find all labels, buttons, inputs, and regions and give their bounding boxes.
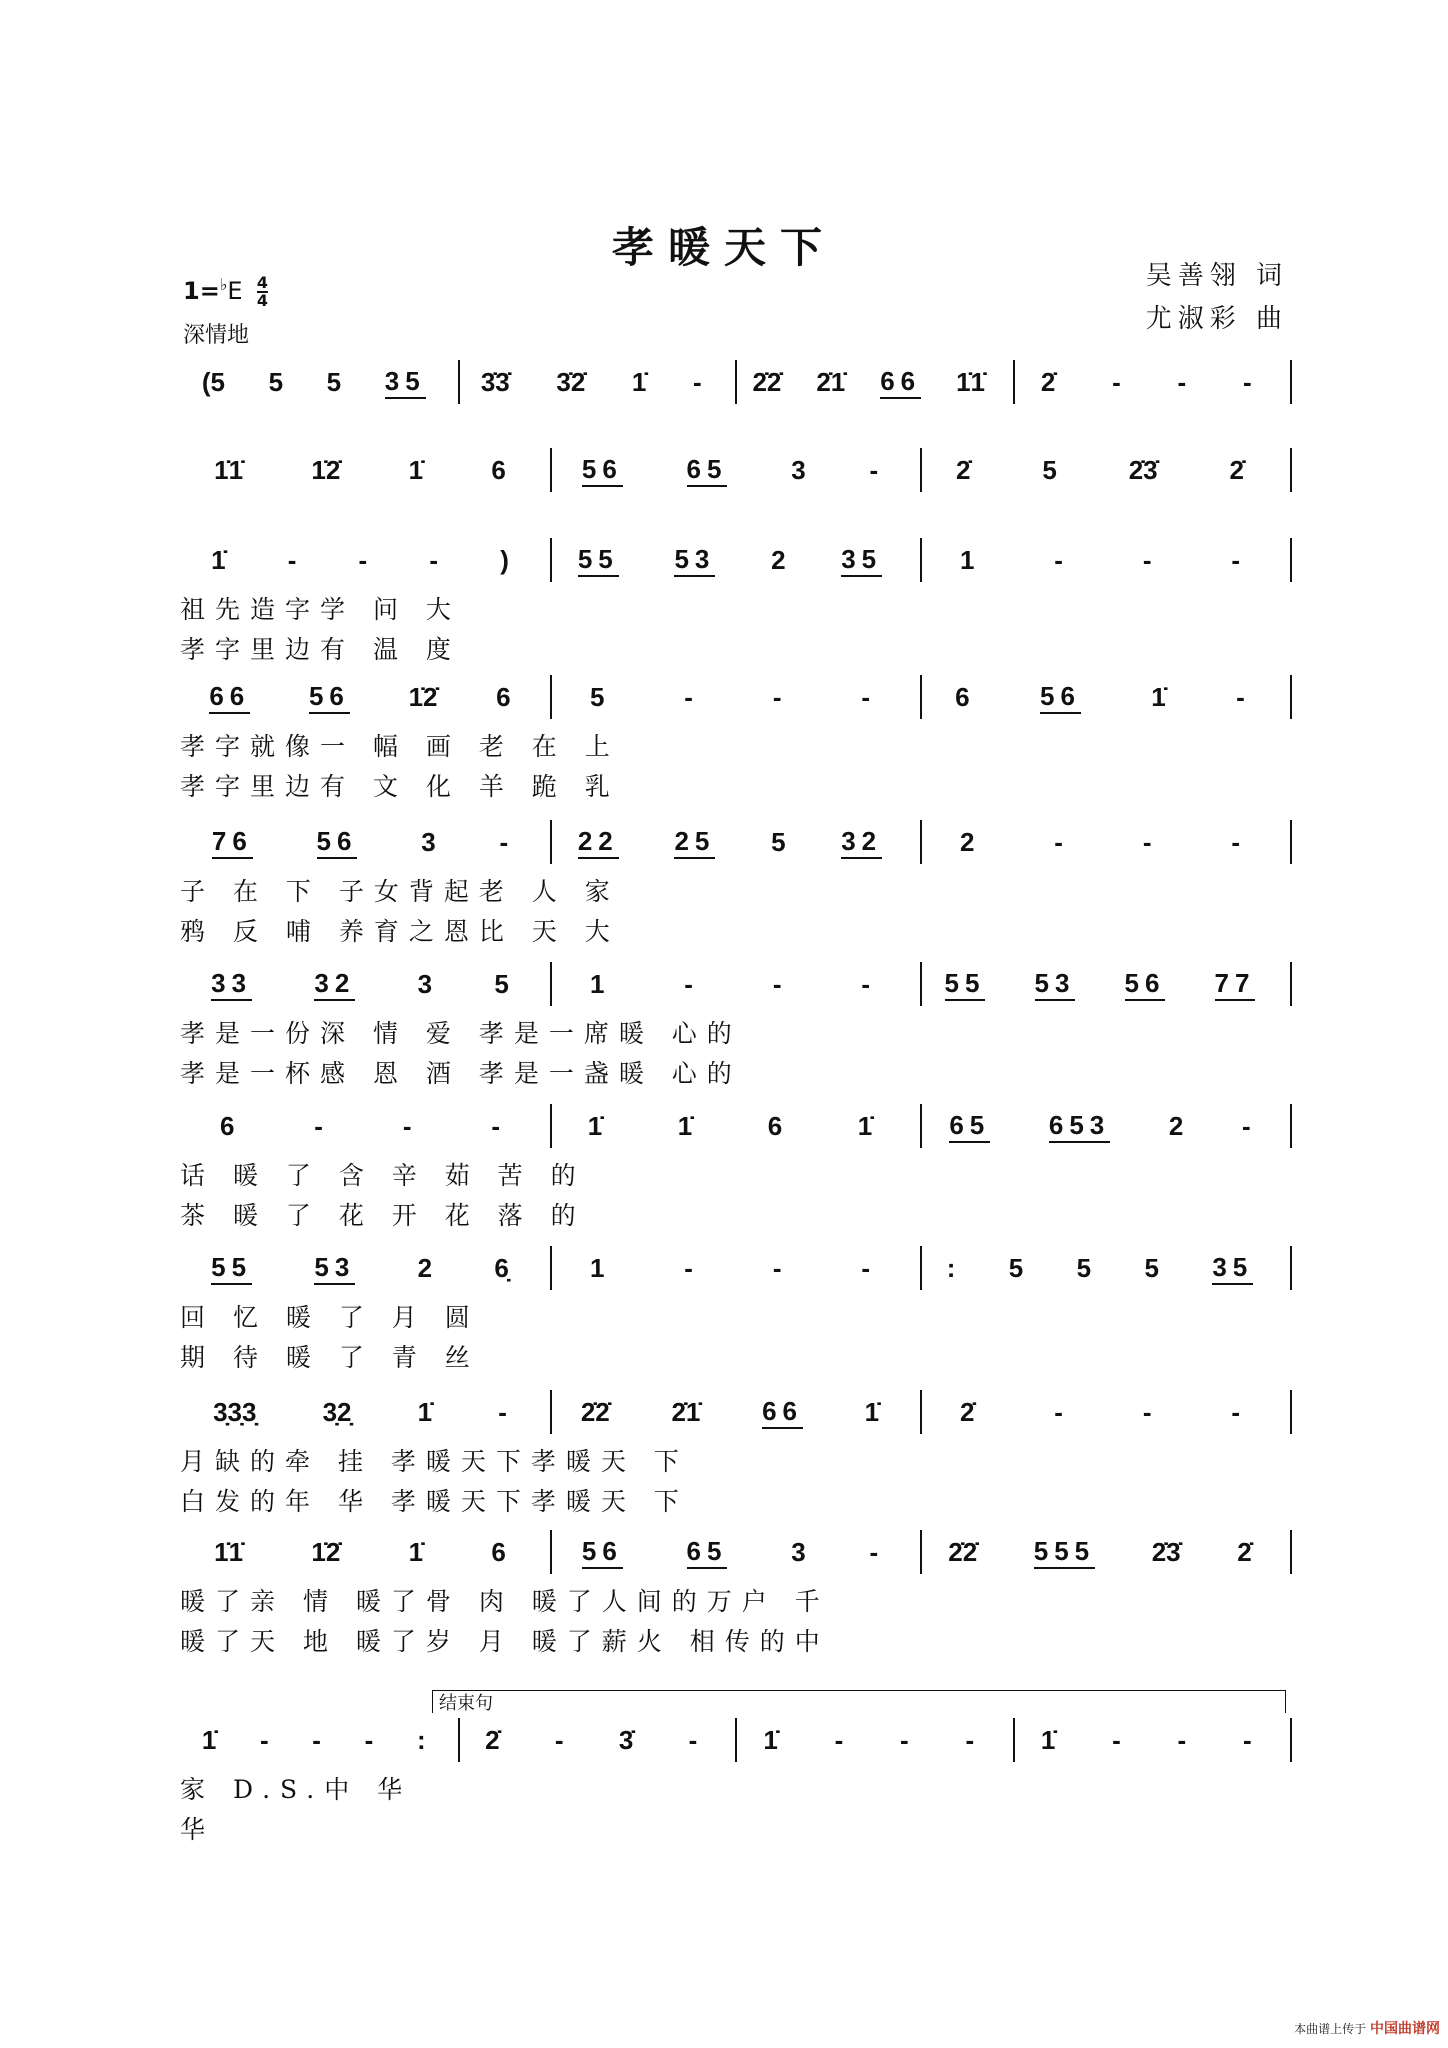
note-group: 66 [762,1396,803,1429]
lyric-verse-1: 话 暖 了 含 辛 茹 苦 的 [180,1161,586,1190]
tempo-marking: 深情地 [183,323,250,348]
measure [550,820,922,864]
note-group: 5 [1076,1252,1092,1283]
measure [550,675,922,719]
lyric-verse-2: 鸦 反 哺 养育之恩比 天 大 [180,917,620,946]
score-row [180,962,1290,1018]
note-group: 2 [959,826,975,857]
note-group: 5 [589,681,605,712]
score-row [180,1390,1290,1446]
composer: 尤淑彩 曲 [1145,304,1288,334]
measure [180,1530,552,1574]
note-group: 6 [767,1110,783,1141]
note-group: 2̇ [1237,1536,1252,1567]
note-group: - [900,1724,909,1755]
note-group: - [491,1110,501,1141]
note-group: 66 [209,681,250,714]
measure [1013,360,1293,404]
note-group: - [358,544,368,575]
note-group: 35 [1212,1252,1253,1285]
note-group: 1̇2̇ [311,1536,341,1567]
note-group: 3̇2̇ [556,366,586,397]
footer-text: 本曲谱上传于 [1294,2022,1367,2036]
measure [180,675,552,719]
note-group: 653 [1049,1110,1110,1143]
note-group: 6 [496,681,511,712]
lyric-verse-2: 茶 暖 了 花 开 花 落 的 [180,1201,586,1230]
note-group: ) [500,544,509,575]
measure [180,360,460,404]
page-title: 孝暖天下 [611,223,836,272]
measure [920,962,1292,1006]
note-group: - [1142,1396,1152,1427]
note-group: - [869,1536,879,1567]
note-group: : [946,1252,956,1283]
note-group: 1̇ [211,544,226,575]
note-group: - [688,1724,698,1755]
note-group: - [834,1724,844,1755]
score-row [180,1530,1290,1586]
note-group: 555 [1034,1536,1095,1569]
note-group: - [1054,544,1063,575]
note-group: 5 [268,366,284,397]
note-group: 1̇ [631,366,647,397]
note-group: - [1242,366,1252,397]
measure [920,1104,1292,1148]
note-group: 55 [945,968,986,1001]
note-group: - [684,1252,693,1283]
note-group: 2̇ [955,454,971,485]
measure [180,538,552,582]
note-group: - [259,1724,269,1755]
measure [550,1530,922,1574]
footer-site: 中国曲谱网 [1370,2021,1440,2037]
note-group: 3 [421,826,436,857]
note-group: 3 [791,1536,806,1567]
measure [920,1390,1292,1434]
measure [920,820,1292,864]
lyric-verse-2: 期 待 暖 了 青 丝 [180,1343,480,1372]
note-group: - [314,1110,323,1141]
note-group: 56 [317,826,358,859]
measure [920,1246,1292,1290]
note-group: 2̇1̇ [671,1396,701,1427]
note-group: - [364,1724,374,1755]
measure [458,1718,738,1762]
note-group: 6 [491,454,506,485]
note-group: 5 [494,968,509,999]
note-group: 2̇ [485,1724,500,1755]
note-group: (5 [201,366,225,397]
note-group: - [1112,1724,1121,1755]
lyric-verse-1: 暖了亲 情 暖了骨 肉 暖了人间的万户 千 [180,1587,830,1616]
note-group: 1̇ [417,1396,433,1427]
lyric-verse-2: 孝字里边有 文 化 羊 跪 乳 [180,772,620,801]
lyric-verse-1: 祖先造字学 问 大 [180,595,461,624]
note-group: 2̇2̇ [580,1396,610,1427]
flat-sign: ♭ [219,275,228,294]
note-group: 2̇ [1229,454,1244,485]
note-group: - [861,968,871,999]
measure [180,1104,552,1148]
measure [550,448,922,492]
note-group: 1̇ [1151,681,1166,712]
note-group: 1 [589,968,605,999]
note-group: 32 [314,968,355,1001]
measure [735,1718,1015,1762]
measure [180,962,552,1006]
lyric-verse-1: 子 在 下 子女背起老 人 家 [180,877,620,906]
note-group: 5 [771,826,786,857]
lyric-verse-1: 回 忆 暖 了 月 圆 [180,1303,480,1332]
note-group: 32 [841,826,882,859]
note-group: 56 [582,454,623,487]
measure [550,1104,922,1148]
note-group: - [684,968,693,999]
lyric-verse-2: 华 [180,1815,216,1844]
lyric-verse-2: 白发的年 华 孝暖天下孝暖天 下 [180,1487,689,1516]
note-group: - [772,1252,782,1283]
note-group: 65 [949,1110,990,1143]
note-group: 76 [212,826,253,859]
note-group: - [861,1252,871,1283]
note-group: 56 [582,1536,623,1569]
note-group: 1̇2̇ [408,681,438,712]
lyricist: 吴善翎 词 [1145,261,1288,291]
note-group: 1̇ [677,1110,693,1141]
note-group: 22 [578,826,619,859]
time-signature [257,275,268,309]
note-group: 1 [959,544,975,575]
note-group: 56 [1125,968,1166,1001]
measure [180,1718,460,1762]
note-group: - [1231,1396,1241,1427]
note-group: 3̣3̣3̣ [213,1396,257,1427]
note-group: 6 [219,1110,235,1141]
note-group: - [1112,366,1121,397]
note-group: - [498,1396,507,1427]
note-group: 1̇ [408,454,424,485]
measure [180,1246,552,1290]
note-group: 3̣2̣ [322,1396,352,1427]
score-row [180,820,1290,876]
note-group: - [312,1724,321,1755]
note-group: 2̇1̇ [816,366,846,397]
note-group: 6̣ [494,1252,509,1283]
measure [180,1390,552,1434]
ending-bracket [432,1690,1286,1713]
note-group: 53 [1035,968,1076,1001]
measure [550,538,922,582]
lyric-verse-1: 孝字就像一 幅 画 老 在 上 [180,732,620,761]
note-group: - [772,681,782,712]
time-bottom: 4 [256,291,269,310]
note-group: 1̇1̇ [214,454,244,485]
key-signature [183,275,268,309]
key-prefix: 1= [183,277,220,305]
score-row [180,675,1290,731]
lyric-verse-1: 孝是一份深 情 爱 孝是一席暖 心的 [180,1019,742,1048]
score-row [180,448,1290,504]
note-group: 3 [791,454,806,485]
lyric-verse-1: 家 D.S.中 华 [180,1775,413,1804]
note-group: 5 [1144,1252,1159,1283]
ending-label: 结束句 [439,1693,493,1714]
score-row [180,1246,1290,1302]
note-group: - [1142,826,1152,857]
note-group: 53 [674,544,715,577]
note-group: 1̇ [864,1396,880,1427]
note-group: - [1054,826,1063,857]
note-group: 2 [771,544,786,575]
note-group: 1̇ [857,1110,873,1141]
note-group: 66 [880,366,921,399]
note-group: - [1236,681,1245,712]
score-row [180,360,1290,416]
measure [550,1246,922,1290]
score-row [180,1718,1290,1774]
note-group: 6 [491,1536,506,1567]
note-group: 1̇ [408,1536,424,1567]
note-group: 53 [314,1252,355,1285]
note-group: 1̇ [201,1724,217,1755]
footer [1294,2018,1440,2038]
note-group: - [869,454,879,485]
note-group: 1̇2̇ [311,454,341,485]
note-group: 35 [385,366,426,399]
note-group: 1̇ [587,1110,603,1141]
note-group: 33 [211,968,252,1001]
note-group: - [965,1724,975,1755]
note-group: - [1142,544,1152,575]
note-group: 55 [211,1252,252,1285]
measure [550,962,922,1006]
note-group: 3 [417,968,433,999]
note-group: 2̇3̇ [1128,454,1158,485]
note-group: - [1054,1396,1063,1427]
measure [180,448,552,492]
note-group: - [684,681,693,712]
note-group: 3̇3̇ [480,366,510,397]
note-group: 1 [589,1252,605,1283]
measure [735,360,1015,404]
measure [920,1530,1292,1574]
note-group: 1̇1̇ [956,366,986,397]
key-note: E [227,277,243,305]
note-group: - [287,544,297,575]
note-group: 3̇ [618,1724,634,1755]
note-group: 2̇ [1040,366,1056,397]
note-group: 2 [1168,1110,1184,1141]
note-group: 5 [1042,454,1057,485]
note-group: 56 [309,681,350,714]
note-group: - [1242,1724,1252,1755]
note-group: - [1241,1110,1251,1141]
measure [920,538,1292,582]
note-group: 77 [1215,968,1256,1001]
measure [458,360,738,404]
note-group: 1̇ [1040,1724,1056,1755]
note-group: : [416,1724,426,1755]
measure [920,448,1292,492]
note-group: 35 [841,544,882,577]
lyric-verse-2: 暖了天 地 暖了岁 月 暖了薪火 相传的中 [180,1627,830,1656]
note-group: - [1231,544,1241,575]
note-group: - [402,1110,412,1141]
note-group: 1̇ [763,1724,778,1755]
note-group: 6 [955,681,970,712]
note-group: - [554,1724,564,1755]
time-top: 4 [256,273,269,292]
measure [1013,1718,1293,1762]
note-group: 56 [1040,681,1081,714]
lyric-verse-2: 孝是一杯感 恩 酒 孝是一盏暖 心的 [180,1059,742,1088]
note-group: - [693,366,702,397]
note-group: 5 [326,366,342,397]
note-group: - [499,826,509,857]
note-group: 2̇2̇ [948,1536,978,1567]
note-group: - [772,968,782,999]
note-group: 2̇ [959,1396,975,1427]
note-group: 2̇2̇ [752,366,782,397]
lyric-verse-2: 孝字里边有 温 度 [180,635,461,664]
score-row [180,1104,1290,1160]
score-row [180,538,1290,594]
note-group: 65 [687,454,728,487]
note-group: 2̇3̇ [1151,1536,1181,1567]
note-group: 5 [1008,1252,1024,1283]
note-group: 2 [417,1252,433,1283]
note-group: - [1177,366,1187,397]
note-group: 25 [674,826,715,859]
note-group: 55 [578,544,619,577]
note-group: - [1177,1724,1187,1755]
lyric-verse-1: 月缺的牵 挂 孝暖天下孝暖天 下 [180,1447,689,1476]
measure [550,1390,922,1434]
measure [180,820,552,864]
measure [920,675,1292,719]
note-group: 65 [687,1536,728,1569]
note-group: - [1231,826,1241,857]
note-group: - [429,544,439,575]
note-group: - [861,681,871,712]
note-group: 1̇1̇ [214,1536,244,1567]
